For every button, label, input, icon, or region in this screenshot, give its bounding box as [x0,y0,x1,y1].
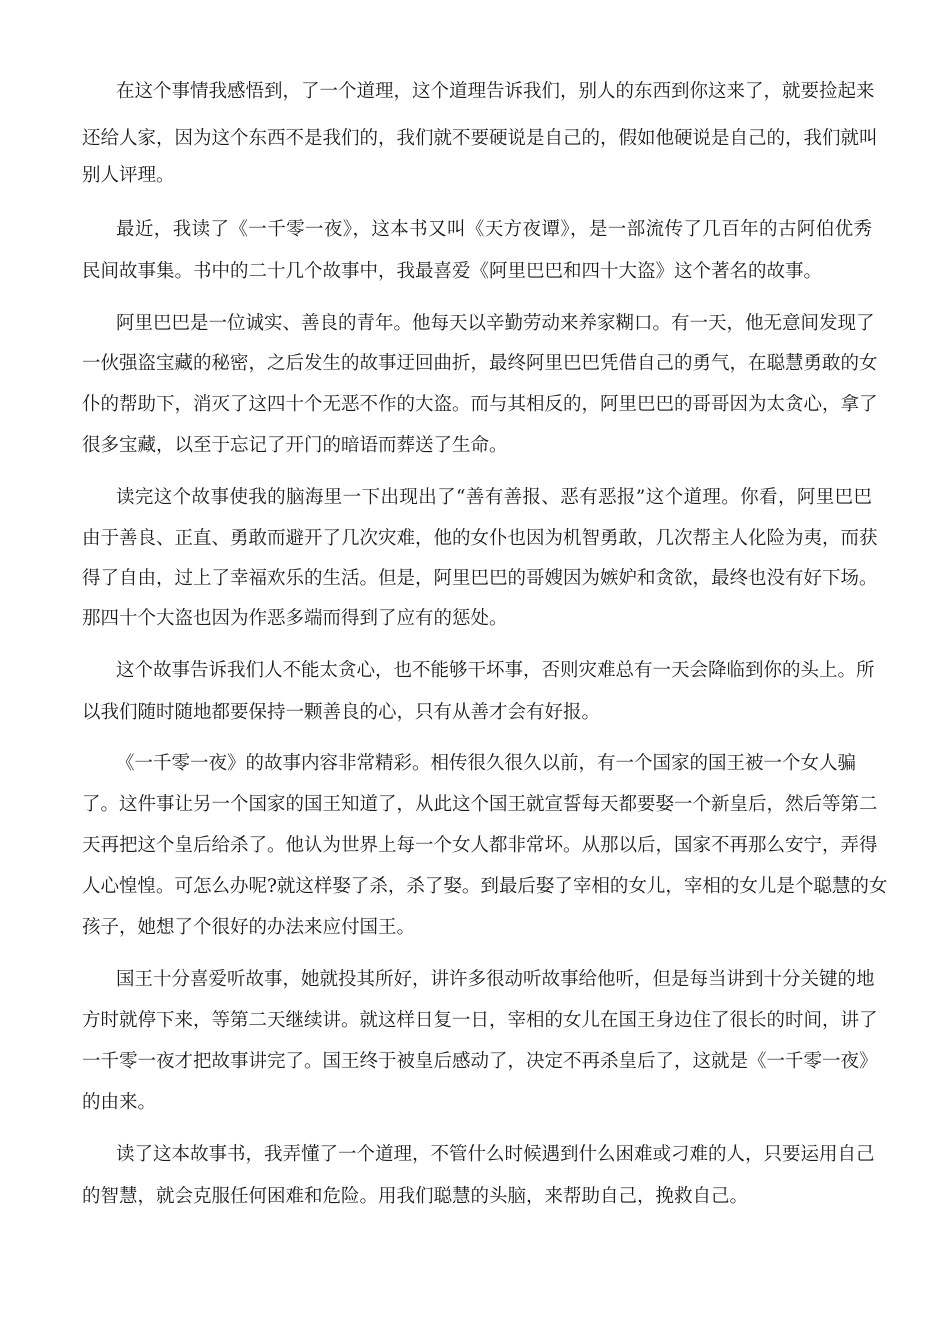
paragraph-2-line-2: 民间故事集。书中的二十几个故事中，我最喜爱《阿里巴巴和四十大盗》这个著名的故事。 [82,261,823,282]
paragraph-6-line-4: 人心惶惶。可怎么办呢?就这样娶了杀，杀了娶。到最后娶了宰相的女儿，宰相的女儿是个聪慧的女 [82,876,888,897]
paragraph-6-line-1: 《一千零一夜》的故事内容非常精彩。相传很久很久以前，有一个国家的国王被一个女人骗 [116,753,857,774]
paragraph-4-line-4: 那四十个大盗也因为作恶多端而得到了应有的惩处。 [82,608,508,629]
paragraph-8-line-1: 读了这本故事书，我弄懂了一个道理，不管什么时候遇到什么困难或刁难的人，只要运用自己 [116,1144,875,1165]
paragraph-4-line-2: 由于善良、正直、勇敢而避开了几次灾难，他的女仆也因为机智勇敢，几次帮主人化险为夷，而获 [82,528,878,549]
paragraph-4-line-1: 读完这个故事使我的脑海里一下出现出了“善有善报、恶有恶报”这个道理。你看，阿里巴巴 [116,487,872,508]
paragraph-1-line-2: 还给人家，因为这个东西不是我们的，我们就不要硬说是自己的，假如他硬说是自己的，我们就叫 [82,128,878,149]
paragraph-7-line-3: 一千零一夜才把故事讲完了。国王终于被皇后感动了，决定不再杀皇后了，这就是《一千零一夜》 [82,1051,878,1072]
paragraph-7-line-4: 的由来。 [82,1092,157,1113]
paragraph-2-line-1: 最近，我读了《一千零一夜》，这本书又叫《天方夜谭》，是一部流传了几百年的古阿伯优秀 [116,219,872,240]
paragraph-1-line-1: 在这个事情我感悟到，了一个道理，这个道理告诉我们，别人的东西到你这来了，就要捡起来 [116,81,875,102]
paragraph-7-line-1: 国王十分喜爱听故事，她就投其所好，讲许多很动听故事给他听，但是每当讲到十分关键的地 [116,969,875,990]
paragraph-7-line-2: 方时就停下来，等第二天继续讲。就这样日复一日，宰相的女儿在国王身边住了很长的时间，讲了 [82,1010,878,1031]
paragraph-6-line-3: 天再把这个皇后给杀了。他认为世界上每一个女人都非常坏。从那以后，国家不再那么安宁，弄得 [82,835,878,856]
paragraph-6-line-2: 了。这件事让另一个国家的国王知道了，从此这个国王就宣誓每天都要娶一个新皇后，然后等第二 [82,794,878,815]
paragraph-6-line-5: 孩子，她想了个很好的办法来应付国王。 [82,917,416,938]
paragraph-3-line-4: 很多宝藏，以至于忘记了开门的暗语而葬送了生命。 [82,435,508,456]
paragraph-1-line-3: 别人评理。 [82,165,175,186]
paragraph-3-line-3: 仆的帮助下，消灭了这四十个无恶不作的大盗。而与其相反的，阿里巴巴的哥哥因为太贪心，拿了 [82,394,878,415]
paragraph-8-line-2: 的智慧，就会克服任何困难和危险。用我们聪慧的头脑，来帮助自己，挽救自己。 [82,1186,749,1207]
paragraph-3-line-2: 一伙强盗宝藏的秘密，之后发生的故事迂回曲折，最终阿里巴巴凭借自己的勇气，在聪慧勇敢的女 [82,353,878,374]
paragraph-5-line-2: 以我们随时随地都要保持一颗善良的心，只有从善才会有好报。 [82,702,601,723]
paragraph-4-line-3: 得了自由，过上了幸福欢乐的生活。但是，阿里巴巴的哥嫂因为嫉妒和贪欲，最终也没有好下场。 [82,568,878,589]
paragraph-5-line-1: 这个故事告诉我们人不能太贪心，也不能够干坏事，否则灾难总有一天会降临到你的头上。所 [116,660,875,681]
paragraph-3-line-1: 阿里巴巴是一位诚实、善良的青年。他每天以辛勤劳动来养家糊口。有一天，他无意间发现了 [116,313,875,334]
